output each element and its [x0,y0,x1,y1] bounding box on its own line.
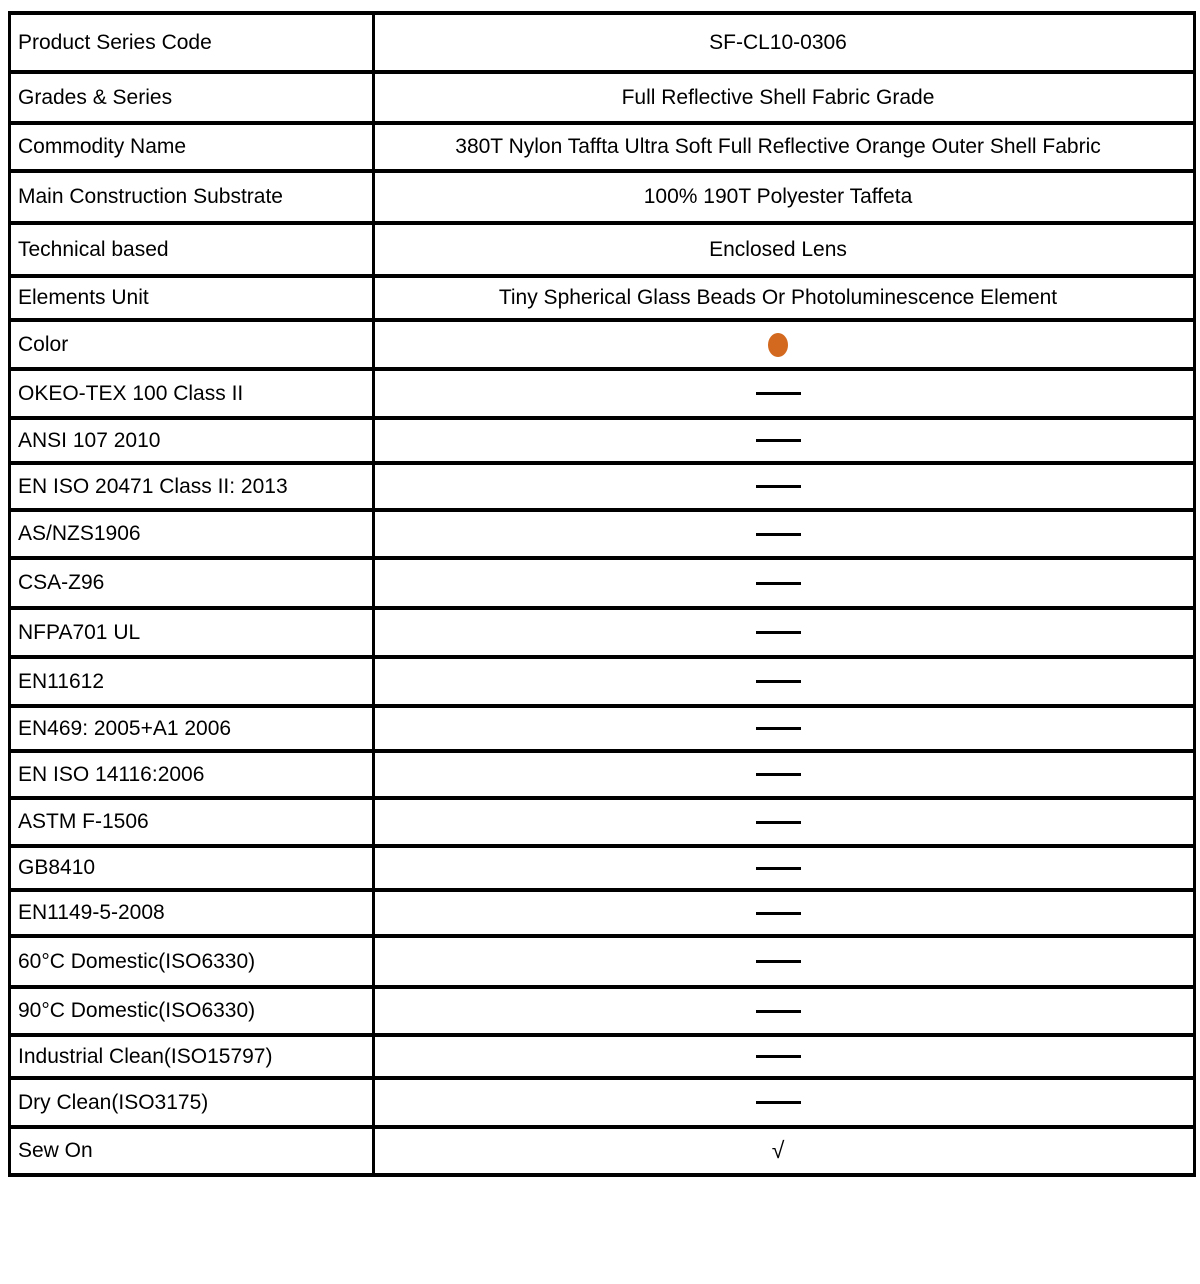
row-label-dry-clean-iso3175: Dry Clean(ISO3175) [10,1078,374,1127]
table-row-60c-domestic-iso6330 [10,936,1195,987]
product-spec-table [8,11,1196,1177]
row-value-en1149-5-2008 [374,890,1195,936]
row-label-90c-domestic-iso6330: 90°C Domestic(ISO6330) [10,987,374,1035]
dash-line [756,821,801,824]
dash-line [756,912,801,915]
row-value-main-construction-substrate: 100% 190T Polyester Taffeta [374,171,1195,223]
dash-line [756,960,801,963]
dash-line [756,773,801,776]
row-label-as-nzs1906: AS/NZS1906 [10,510,374,558]
row-value-gb8410 [374,846,1195,890]
table-row-en11612 [10,657,1195,706]
dash-line [756,439,801,442]
dash-line [756,1010,801,1013]
row-label-astm-f-1506: ASTM F-1506 [10,798,374,846]
row-value-en-iso-20471-class-ii-2013 [374,463,1195,510]
row-value-90c-domestic-iso6330 [374,987,1195,1035]
row-value-industrial-clean-iso15797 [374,1035,1195,1078]
row-label-gb8410: GB8410 [10,846,374,890]
row-label-product-series-code: Product Series Code [10,13,374,72]
row-label-en11612: EN11612 [10,657,374,706]
row-value-product-series-code: SF-CL10-0306 [374,13,1195,72]
spec-table-body [10,13,1195,1175]
dash-line [756,680,801,683]
row-value-elements-unit: Tiny Spherical Glass Beads Or Photoluminescence Element [374,276,1195,320]
row-value-nfpa701-ul [374,608,1195,657]
row-label-okeo-tex-100-class-ii: OKEO-TEX 100 Class II [10,369,374,418]
table-row-en1149-5-2008 [10,890,1195,936]
row-value-astm-f-1506 [374,798,1195,846]
row-label-main-construction-substrate: Main Construction Substrate [10,171,374,223]
table-row-gb8410 [10,846,1195,890]
row-value-sew-on [374,1127,1195,1175]
row-label-nfpa701-ul: NFPA701 UL [10,608,374,657]
dash-line [756,392,801,395]
table-row-industrial-clean-iso15797 [10,1035,1195,1078]
table-row-sew-on [10,1127,1195,1175]
table-row-en-iso-20471-class-ii-2013 [10,463,1195,510]
table-row-commodity-name [10,123,1195,171]
table-row-ansi-107-2010 [10,418,1195,463]
row-value-ansi-107-2010 [374,418,1195,463]
table-row-en469-2005-a1-2006 [10,706,1195,751]
row-label-60c-domestic-iso6330: 60°C Domestic(ISO6330) [10,936,374,987]
table-row-technical-based [10,223,1195,276]
check-mark: √ [771,1136,785,1163]
row-value-en469-2005-a1-2006 [374,706,1195,751]
row-label-elements-unit: Elements Unit [10,276,374,320]
row-value-grades-series: Full Reflective Shell Fabric Grade [374,72,1195,123]
row-value-en11612 [374,657,1195,706]
dash-line [756,533,801,536]
table-row-grades-series [10,72,1195,123]
row-label-commodity-name: Commodity Name [10,123,374,171]
table-row-90c-domestic-iso6330 [10,987,1195,1035]
row-label-en469-2005-a1-2006: EN469: 2005+A1 2006 [10,706,374,751]
dash-line [756,727,801,730]
row-label-technical-based: Technical based [10,223,374,276]
row-value-en-iso-14116-2006 [374,751,1195,798]
table-row-okeo-tex-100-class-ii [10,369,1195,418]
row-value-technical-based: Enclosed Lens [374,223,1195,276]
row-label-grades-series: Grades & Series [10,72,374,123]
row-value-commodity-name: 380T Nylon Taffta Ultra Soft Full Reflective Orange Outer Shell Fabric [374,123,1195,171]
table-row-astm-f-1506 [10,798,1195,846]
row-value-60c-domestic-iso6330 [374,936,1195,987]
row-label-en1149-5-2008: EN1149-5-2008 [10,890,374,936]
color-swatch-dot [768,333,788,357]
table-row-csa-z96 [10,558,1195,608]
row-value-as-nzs1906 [374,510,1195,558]
dash-line [756,631,801,634]
table-row-as-nzs1906 [10,510,1195,558]
dash-line [756,582,801,585]
row-value-okeo-tex-100-class-ii [374,369,1195,418]
row-label-sew-on: Sew On [10,1127,374,1175]
row-value-dry-clean-iso3175 [374,1078,1195,1127]
dash-line [756,1055,801,1058]
row-label-en-iso-20471-class-ii-2013: EN ISO 20471 Class II: 2013 [10,463,374,510]
dash-line [756,1101,801,1104]
table-row-color [10,320,1195,369]
table-row-main-construction-substrate [10,171,1195,223]
row-label-csa-z96: CSA-Z96 [10,558,374,608]
row-label-industrial-clean-iso15797: Industrial Clean(ISO15797) [10,1035,374,1078]
dash-line [756,485,801,488]
table-row-dry-clean-iso3175 [10,1078,1195,1127]
dash-line [756,867,801,870]
row-label-color: Color [10,320,374,369]
table-row-nfpa701-ul [10,608,1195,657]
row-label-en-iso-14116-2006: EN ISO 14116:2006 [10,751,374,798]
row-value-color [374,320,1195,369]
row-value-csa-z96 [374,558,1195,608]
table-row-elements-unit [10,276,1195,320]
table-row-product-series-code [10,13,1195,72]
row-label-ansi-107-2010: ANSI 107 2010 [10,418,374,463]
table-row-en-iso-14116-2006 [10,751,1195,798]
